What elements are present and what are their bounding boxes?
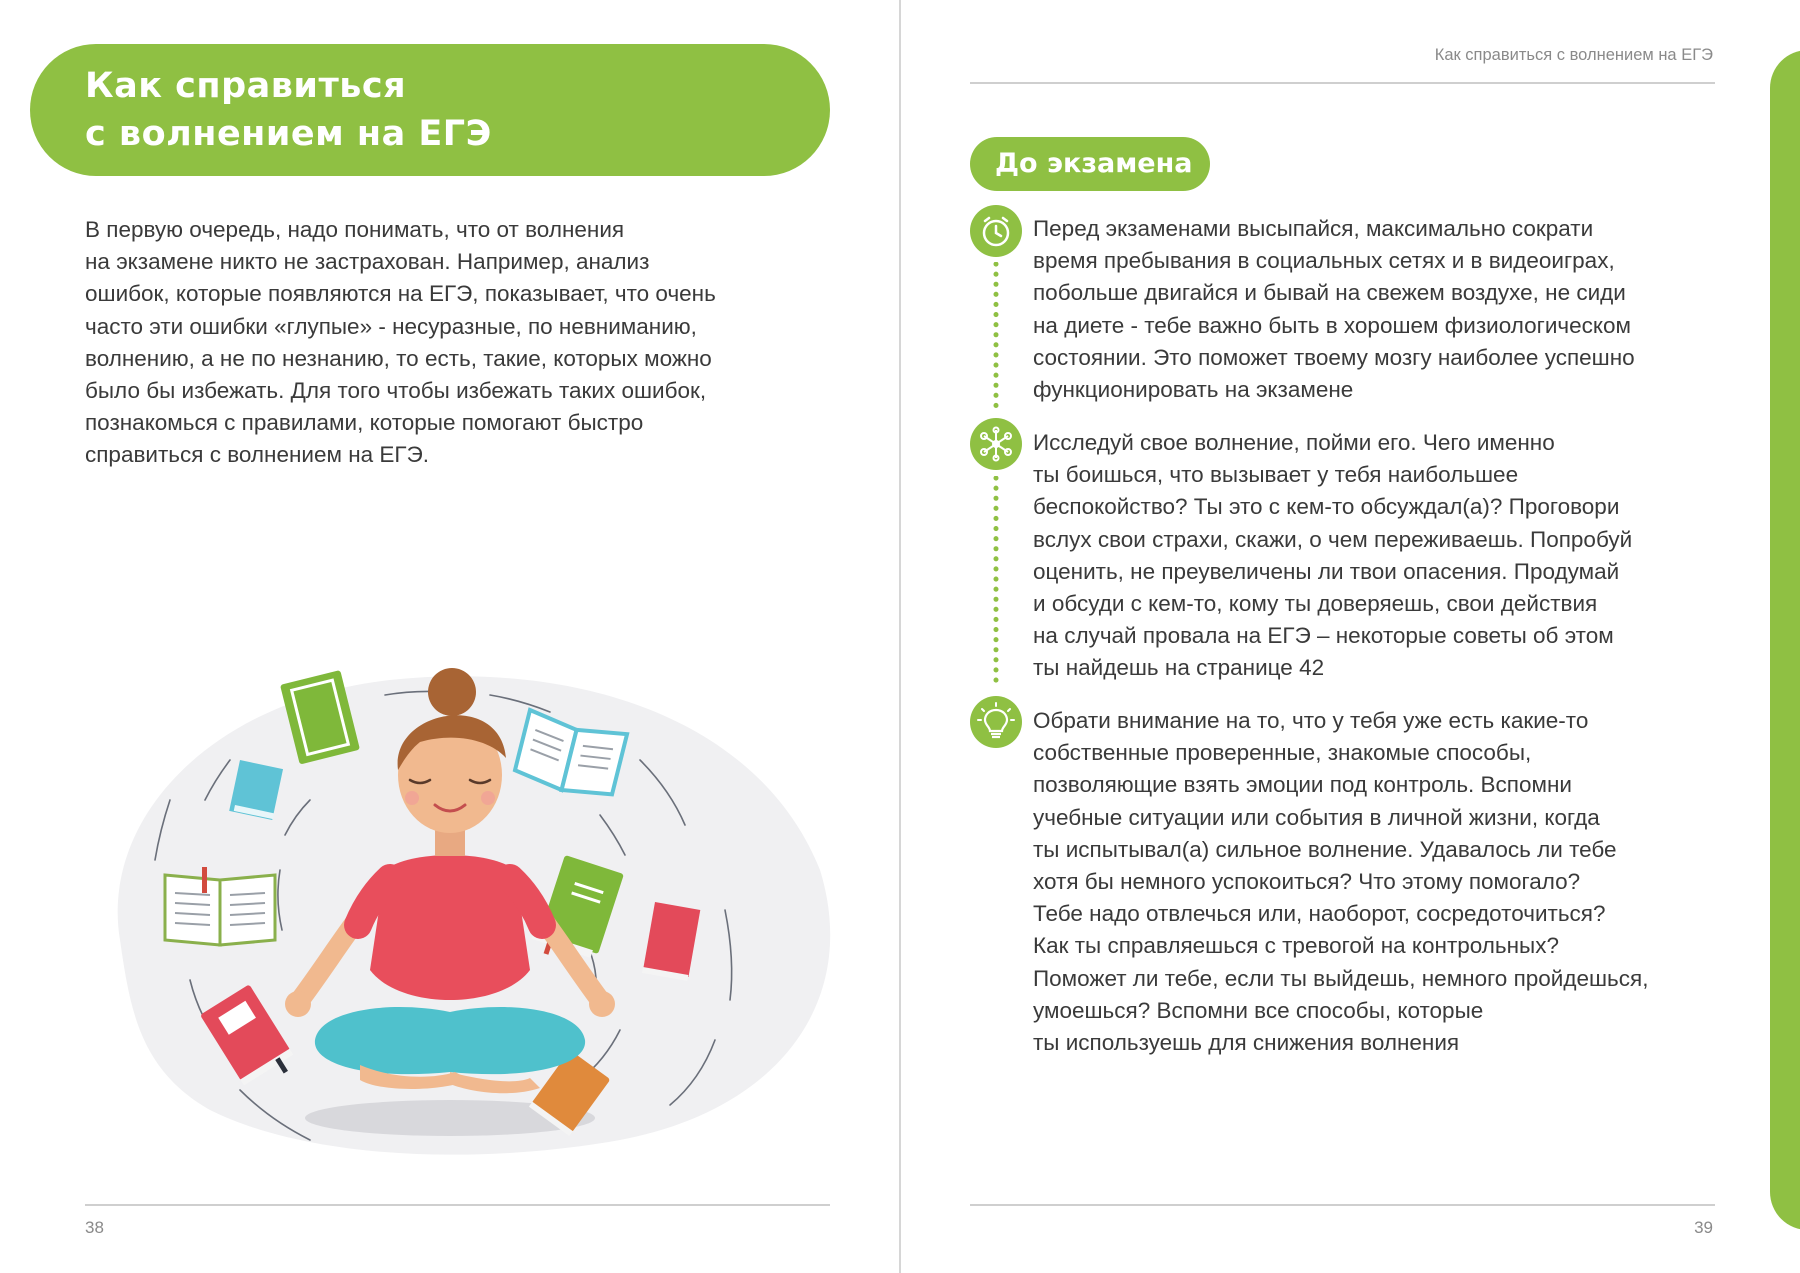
footer-divider: [85, 1204, 830, 1206]
step-line: Обрати внимание на то, что у тебя уже есть какие-то: [1033, 708, 1589, 733]
meditating-student-illustration: [60, 640, 840, 1180]
step-line: функционировать на экзамене: [1033, 377, 1354, 403]
step-text: [1033, 705, 1723, 1059]
section-heading: До экзамена: [995, 148, 1193, 179]
step-line: учебные ситуации или события в личной жизни, когда: [1033, 804, 1600, 830]
step-line: Поможет ли тебе, если ты выйдешь, немного пройдешься,: [1033, 965, 1649, 991]
title-banner: [30, 44, 830, 176]
intro-line: волнению, а не по незнанию, то есть, такие, которых можно: [85, 345, 712, 371]
step-line: Как ты справляешься с тревогой на контрольных?: [1033, 933, 1559, 959]
step-line: на диете - тебе важно быть в хорошем физиологическом: [1033, 312, 1631, 338]
step-line: ты используешь для снижения волнения: [1033, 1030, 1460, 1056]
running-header: Как справиться с волнением на ЕГЭ: [1434, 46, 1713, 64]
page-number: 38: [85, 1218, 104, 1237]
step-line: оценить, не преувеличены ли твои опасения. Продумай: [1033, 558, 1620, 584]
step-text: [1033, 427, 1723, 685]
page-number: 39: [1694, 1218, 1713, 1237]
lightbulb-icon: [970, 696, 1022, 748]
intro-line: познакомься с правилами, которые помогают быстро: [85, 410, 644, 436]
timeline-dots: [993, 262, 999, 412]
header-divider: [970, 82, 1715, 84]
step-line: беспокойство? Ты это с кем-то обсуждал(а)? Проговори: [1033, 494, 1620, 520]
step-line: хотя бы немного успокоиться? Что этому помогало?: [1033, 869, 1581, 895]
right-page: [900, 0, 1800, 1273]
intro-line: ошибок, которые появляются на ЕГЭ, показывает, что очень: [85, 281, 716, 307]
step-line: ты найдешь на странице 42: [1033, 655, 1325, 681]
page-title: [85, 62, 785, 158]
title-line: Как справиться: [85, 66, 407, 106]
alarm-clock-icon: [970, 205, 1022, 257]
step-line: Тебе надо отвлечься или, наоборот, сосредоточиться?: [1033, 901, 1606, 927]
step-line: время пребывания в социальных сетях и в видеоиграх,: [1033, 248, 1615, 274]
network-icon: [970, 418, 1022, 470]
intro-line: справиться с волнением на ЕГЭ.: [85, 442, 430, 468]
intro-line: В первую очередь, надо понимать, что от волнения: [85, 217, 625, 242]
step-line: ты боишься, что вызывает у тебя наибольшее: [1033, 462, 1519, 488]
step-line: и обсуди с кем-то, кому ты доверяешь, свои действия: [1033, 591, 1598, 617]
intro-line: было бы избежать. Для того чтобы избежать таких ошибок,: [85, 378, 707, 404]
footer-divider: [970, 1204, 1715, 1206]
title-line: с волнением на ЕГЭ: [85, 114, 492, 154]
page-edge-accent: [1770, 50, 1800, 1230]
step-line: позволяющие взять эмоции под контроль. Вспомни: [1033, 772, 1572, 798]
step-line: Исследуй свое волнение, пойми его. Чего именно: [1033, 430, 1555, 455]
intro-line: на экзамене никто не застрахован. Например, анализ: [85, 249, 650, 275]
timeline-dots: [993, 476, 999, 686]
step-line: Перед экзаменами высыпайся, максимально сократи: [1033, 216, 1594, 241]
step-line: на случай провала на ЕГЭ – некоторые советы об этом: [1033, 623, 1614, 649]
step-text: [1033, 213, 1723, 406]
step-line: вслух свои страхи, скажи, о чем переживаешь. Попробуй: [1033, 526, 1633, 552]
step-line: побольше двигайся и бывай на свежем воздухе, не сиди: [1033, 280, 1626, 306]
step-line: умоешься? Вспомни все способы, которые: [1033, 997, 1484, 1023]
intro-line: часто эти ошибки «глупые» - несуразные, по невниманию,: [85, 313, 697, 339]
step-line: состоянии. Это поможет твоему мозгу наиболее успешно: [1033, 344, 1635, 370]
step-line: собственные проверенные, знакомые способы,: [1033, 740, 1532, 766]
intro-paragraph: [85, 214, 820, 472]
section-heading-badge: [970, 137, 1210, 191]
step-line: ты испытывал(а) сильное волнение. Удавалось ли тебе: [1033, 836, 1617, 862]
